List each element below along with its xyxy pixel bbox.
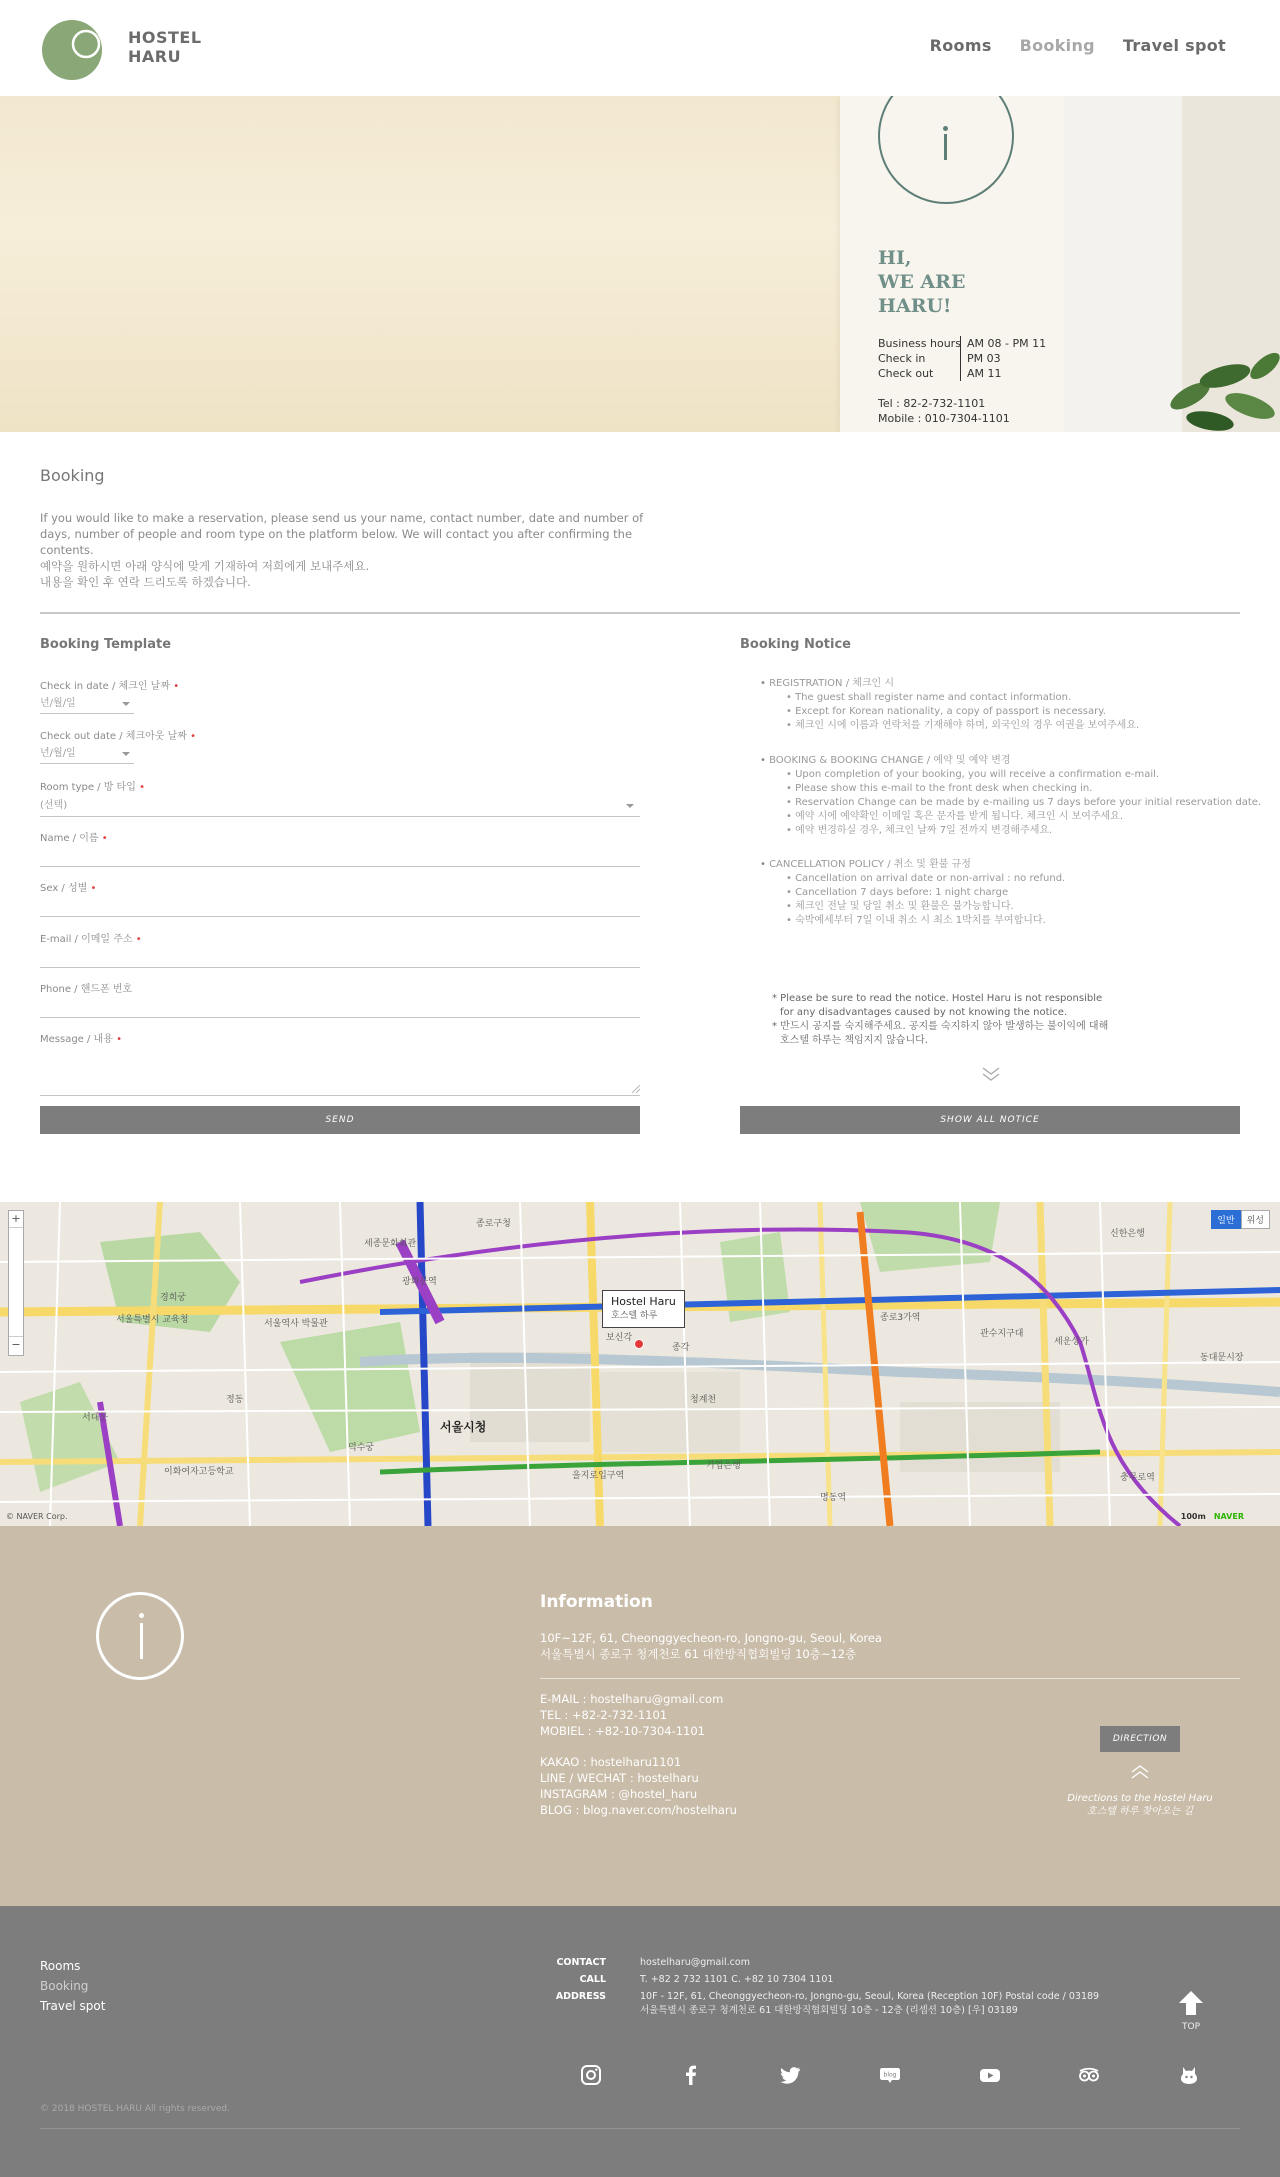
map-place-label: 광화문역 [402, 1277, 437, 1287]
warning-line: * Please be sure to read the notice. Hostel Haru is not responsible [772, 993, 1103, 1004]
map-place-label: 정동 [226, 1395, 244, 1405]
arrow-up-icon [1178, 1990, 1204, 2016]
section-divider [40, 612, 1240, 614]
sign-hours-values [960, 336, 1046, 381]
map-place-label: 이화여자고등학교 [164, 1467, 234, 1477]
site-header [0, 0, 1280, 96]
notice-list [786, 768, 1261, 838]
checkout-label [40, 727, 196, 742]
notice-item: • Upon completion of your booking, you will receive a confirmation e-mail. [786, 768, 1261, 782]
marker-title: Hostel Haru [611, 1295, 676, 1308]
top-label: TOP [1181, 2022, 1200, 2032]
message-label-text: Message / 내용 [40, 1034, 113, 1045]
map-place-label: 경희궁 [160, 1293, 187, 1303]
main-nav [930, 36, 1226, 55]
send-button[interactable]: SEND [40, 1106, 640, 1134]
warning-line: * 반드시 공지를 숙지해주세요. 공지를 숙지하지 않아 발생하는 불이익에 대해 [772, 1021, 1109, 1032]
room-type-select[interactable] [40, 795, 640, 817]
social-links [580, 2064, 1200, 2086]
map-type-toggle [1211, 1210, 1270, 1229]
info-divider [540, 1678, 1240, 1679]
zoom-in-button[interactable]: + [11, 1212, 21, 1225]
site-footer [0, 1906, 1280, 2177]
map-place-label: 종로구청 [476, 1219, 511, 1229]
checkin-date-input[interactable] [40, 694, 134, 714]
room-type-value: (선택) [40, 800, 68, 811]
map-place-label: 서울역사 박물관 [264, 1319, 328, 1329]
notice-item: • Cancellation 7 days before: 1 night charge [786, 886, 1065, 900]
email-label [40, 930, 142, 945]
brand-line-1: HOSTEL [128, 28, 202, 47]
direction-caption-ko: 호스텔 하루 찾아오는 길 [1086, 1806, 1194, 1817]
map-place-label: 청계천 [690, 1395, 717, 1405]
notice-cancellation [760, 858, 1065, 928]
footer-call-value: T. +82 2 732 1101 C. +82 10 7304 1101 [640, 1974, 834, 1985]
footer-address-value [640, 1990, 1099, 2018]
map-type-normal[interactable]: 일반 [1211, 1210, 1240, 1229]
notice-head: • CANCELLATION POLICY / 취소 및 환불 규정 [760, 858, 1065, 872]
direction-caption [1040, 1792, 1240, 1818]
notice-list [786, 872, 1065, 928]
map-place-label: 신한은행 [1110, 1229, 1145, 1239]
room-label-text: Room type / 방 타입 [40, 782, 136, 793]
intro-ko-line: 내용을 확인 후 연락 드리도록 하겠습니다. [40, 575, 251, 589]
notice-booking-change [760, 754, 1261, 838]
back-to-top-button[interactable] [1174, 1990, 1208, 2034]
intro-ko-line: 예약을 원하시면 아래 양식에 맞게 기재하여 저희에게 보내주세요. [40, 559, 370, 573]
youtube-icon[interactable] [979, 2064, 1001, 2086]
notice-title: Booking Notice [740, 637, 851, 652]
notice-warning [772, 992, 1108, 1048]
address-ko: 서울특별시 종로구 청계천로 61 대한방직협회빌딩 10층~12층 [540, 1647, 857, 1661]
notice-item: • 체크인 시에 이름과 연락처를 기재해야 하며, 외국인의 경우 여권을 보여주세요. [786, 719, 1139, 733]
haru-logo-icon [42, 18, 106, 82]
required-mark: • [173, 681, 180, 692]
map-canvas [0, 1202, 1280, 1526]
sign-hours-labels [878, 336, 961, 381]
map-place-label: 종로3가역 [880, 1313, 921, 1323]
email-input[interactable] [40, 946, 640, 968]
info-logo-stem [140, 1623, 143, 1659]
sex-label-text: Sex / 성별 [40, 883, 88, 894]
hours-value: AM 08 - PM 11 [967, 337, 1047, 350]
svg-text:blog: blog [883, 2071, 897, 2079]
notice-registration [760, 677, 1139, 733]
hours-label: Check in [878, 352, 926, 365]
map-zoom-control[interactable] [8, 1210, 24, 1356]
footer-address-en: 10F - 12F, 61, Cheonggyecheon-ro, Jongno-gu, Seoul, Korea (Reception 10F) Postal code / 03189 [640, 1991, 1100, 2002]
map-place-label: 세종문화회관 [364, 1239, 417, 1249]
chevron-down-icon [626, 804, 634, 808]
booking-title: Booking [40, 466, 105, 485]
booking-intro-en: If you would like to make a reservation, please send us your name, contact number, date and number of days, number of people and room type on the platform below. We will contact you after confirming the contents. [40, 511, 644, 557]
room-type-label [40, 778, 145, 793]
sign-contact [878, 396, 1010, 426]
zoom-out-button[interactable]: − [11, 1338, 21, 1351]
form-title: Booking Template [40, 637, 172, 652]
chevron-down-icon [122, 752, 130, 756]
map-place-label: 종각 [672, 1343, 690, 1353]
hours-label: Business hours [878, 337, 961, 350]
map-place-label: 덕수궁 [348, 1443, 375, 1453]
phone-label: Phone / 핸드폰 번호 [40, 984, 133, 995]
required-mark: • [90, 883, 97, 894]
greeting-line: HI, [878, 247, 912, 269]
map-credit: © NAVER Corp. [6, 1512, 68, 1521]
map-place-label: 동대문시장 [1200, 1353, 1244, 1363]
brand-line-2: HARU [128, 47, 182, 66]
direction-caption-en: Directions to the Hostel Haru [1067, 1793, 1213, 1804]
greeting-line: HARU! [878, 295, 952, 317]
footer-nav-rooms[interactable]: Rooms [40, 1959, 81, 1973]
map-place-label: 명동역 [820, 1493, 847, 1503]
footer-call-key: CALL [579, 1974, 606, 1985]
info-instagram[interactable]: INSTAGRAM : @hostel_haru [540, 1787, 698, 1801]
required-mark: • [139, 782, 145, 793]
nav-booking[interactable]: Booking [1019, 36, 1095, 55]
location-map[interactable] [0, 1202, 1280, 1526]
twitter-icon[interactable] [779, 2064, 801, 2086]
notice-item: • 숙박예세부터 7일 이내 취소 시 최소 1박치를 부여합니다. [786, 914, 1065, 928]
sex-label [40, 879, 96, 894]
hours-value: PM 03 [967, 352, 1001, 365]
double-chevron-down-icon[interactable] [981, 1064, 1001, 1084]
required-mark: • [116, 1034, 122, 1045]
notice-item: • 예약 시에 예약확인 이메일 혹은 문자를 받게 됩니다. 체크인 시 보여주세요. [786, 810, 1261, 824]
footer-contact-key: CONTACT [556, 1957, 606, 1968]
notice-item: • Cancellation on arrival date or non-arrival : no refund. [786, 872, 1065, 886]
footer-contact-value[interactable]: hostelharu@gmail.com [640, 1957, 750, 1968]
sign-i-stem [944, 134, 947, 160]
sign-i-dot [943, 126, 948, 131]
map-place-label: 충무로역 [1120, 1473, 1155, 1483]
show-all-notice-button[interactable]: SHOW ALL NOTICE [740, 1106, 1240, 1134]
direction-button[interactable]: DIRECTION [1100, 1726, 1180, 1752]
notice-head: • BOOKING & BOOKING CHANGE / 예약 및 예약 변경 [760, 754, 1261, 768]
info-address [540, 1630, 882, 1662]
naver-logo [1181, 1512, 1244, 1521]
checkin-value: 년/월/일 [40, 698, 76, 709]
footer-address-ko: 서울특별시 종로구 청계천로 61 대한방직협회빌딩 10층 - 12층 (리셉션 10층) [우] 03189 [640, 2005, 1018, 2016]
facebook-icon[interactable] [680, 2064, 702, 2086]
plant-icon [1150, 346, 1280, 432]
map-place-label: 을지로입구역 [572, 1471, 625, 1481]
checkout-label-text: Check out date / 체크아웃 날짜 [40, 731, 187, 742]
checkin-label [40, 677, 179, 692]
copyright: © 2018 HOSTEL HARU All rights reserved. [40, 2104, 230, 2114]
required-mark: • [135, 934, 142, 945]
info-blog[interactable]: BLOG : blog.naver.com/hostelharu [540, 1803, 737, 1817]
info-tel[interactable]: TEL : +82-2-732-1101 [540, 1708, 668, 1722]
brand-wordmark [128, 28, 202, 66]
checkin-label-text: Check in date / 체크인 날짜 [40, 681, 170, 692]
naver-cafe-icon[interactable] [1178, 2064, 1200, 2086]
info-contact [540, 1691, 723, 1739]
map-marker-label[interactable] [602, 1290, 685, 1328]
booking-intro-ko [40, 558, 650, 590]
warning-line: 호스텔 하루는 책임지지 않습니다. [780, 1035, 928, 1046]
tripadvisor-icon[interactable] [1078, 2064, 1100, 2086]
warning-line: for any disadvantages caused by not knowing the notice. [780, 1007, 1068, 1018]
notice-item: • Except for Korean nationality, a copy of passport is necessary. [786, 705, 1139, 719]
notice-item: • The guest shall register name and contact information. [786, 691, 1139, 705]
info-mobile[interactable]: MOBIEL : +82-10-7304-1101 [540, 1724, 705, 1738]
naver-wordmark: NAVER [1213, 1512, 1244, 1521]
nav-rooms[interactable]: Rooms [929, 36, 992, 55]
email-label-text: E-mail / 이메일 주소 [40, 934, 133, 945]
map-place-label: 세운상가 [1054, 1337, 1089, 1347]
info-social [540, 1754, 737, 1818]
sign-tel: Tel : 82-2-732-1101 [878, 397, 986, 410]
footer-nav-booking[interactable]: Booking [40, 1979, 89, 1993]
map-place-label: 서울시청 [440, 1420, 487, 1434]
instagram-icon[interactable] [580, 2064, 602, 2086]
map-place-label: 관수지구대 [980, 1329, 1024, 1339]
double-chevron-up-icon[interactable] [1130, 1762, 1150, 1782]
name-label-text: Name / 이름 [40, 833, 99, 844]
map-place-label: 기업은행 [706, 1461, 741, 1471]
map-place-label: 서대문 [82, 1413, 109, 1423]
name-input[interactable] [40, 845, 640, 867]
resize-handle-icon[interactable] [632, 1085, 640, 1093]
notice-head: • REGISTRATION / 체크인 시 [760, 677, 1139, 691]
required-mark: • [190, 731, 197, 742]
notice-list [786, 691, 1139, 733]
info-logo-dot [139, 1613, 144, 1618]
footer-nav [40, 1956, 105, 2016]
notice-item: • Reservation Change can be made by e-mailing us 7 days before your initial reservation date. [786, 796, 1261, 810]
checkout-date-input[interactable] [40, 744, 134, 764]
message-label [40, 1030, 122, 1045]
map-pin-icon[interactable] [634, 1339, 644, 1349]
sign-mobile: Mobile : 010-7304-1101 [878, 412, 1010, 425]
info-logo-icon [96, 1592, 184, 1680]
marker-subtitle: 호스텔 하루 [611, 1311, 658, 1321]
sex-input[interactable] [40, 895, 640, 917]
map-type-satellite[interactable]: 위성 [1241, 1210, 1270, 1229]
chevron-down-icon [122, 702, 130, 706]
sign-greeting [878, 246, 965, 318]
hours-label: Check out [878, 367, 934, 380]
info-kakao: KAKAO : hostelharu1101 [540, 1755, 682, 1769]
hours-value: AM 11 [967, 367, 1002, 380]
notice-item: • 예약 변경하실 경우, 체크인 날짜 7일 전까지 변경해주세요. [786, 824, 1261, 838]
greeting-line: WE ARE [878, 271, 966, 293]
map-place-label: 서울특별시 교육청 [116, 1315, 189, 1325]
footer-divider [40, 2128, 1240, 2129]
message-textarea[interactable] [40, 1044, 640, 1096]
hostel-sign [840, 96, 1064, 432]
nav-travel-spot[interactable]: Travel spot [1122, 36, 1226, 55]
zoom-slider[interactable] [9, 1227, 23, 1337]
phone-input[interactable] [40, 996, 640, 1018]
hero-banner [0, 96, 1280, 432]
footer-nav-travel-spot[interactable]: Travel spot [40, 1999, 106, 2013]
address-en: 10F~12F, 61, Cheonggyecheon-ro, Jongno-gu, Seoul, Korea [540, 1631, 882, 1645]
info-email[interactable]: E-MAIL : hostelharu@gmail.com [540, 1692, 724, 1706]
name-label [40, 829, 108, 844]
map-place-label: 보신각 [606, 1333, 633, 1343]
notice-item: • Please show this e-mail to the front desk when checking in. [786, 782, 1261, 796]
map-scale: 100m [1180, 1512, 1206, 1521]
checkout-value: 년/월/일 [40, 748, 76, 759]
notice-item: • 체크인 전날 및 당일 취소 및 환불은 불가능합니다. [786, 900, 1065, 914]
footer-address-key: ADDRESS [555, 1991, 606, 2002]
info-line: LINE / WECHAT : hostelharu [540, 1771, 699, 1785]
info-title: Information [540, 1592, 653, 1612]
required-mark: • [101, 833, 108, 844]
brand-logo[interactable] [42, 16, 202, 80]
blog-icon[interactable] [879, 2064, 901, 2086]
